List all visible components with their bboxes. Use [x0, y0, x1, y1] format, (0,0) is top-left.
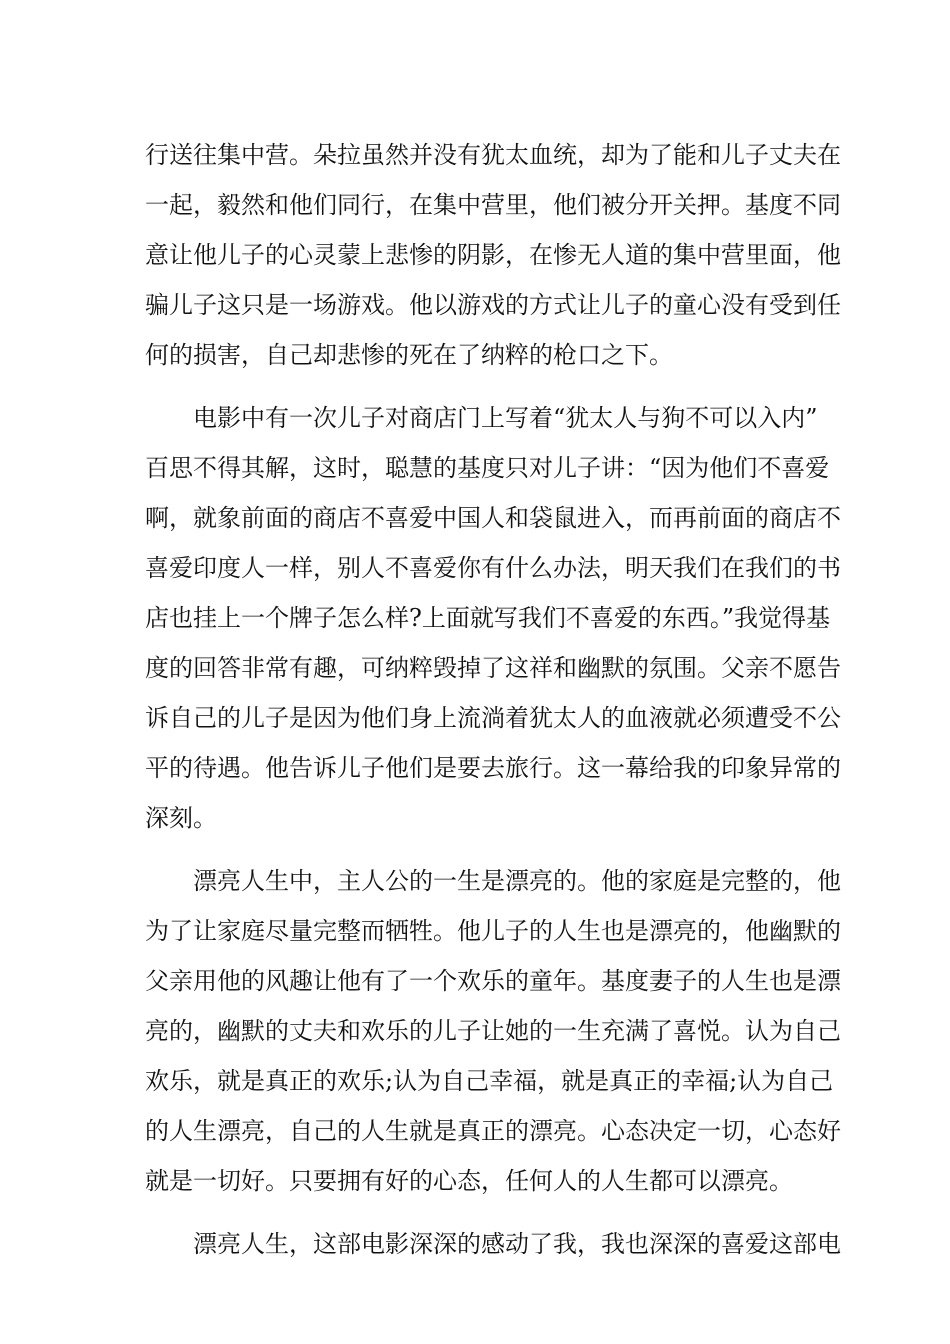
- text-line: 一起，毅然和他们同行，在集中营里，他们被分开关押。基度不同: [145, 191, 841, 219]
- paragraph-4: [145, 1219, 841, 1269]
- paragraph-2: [145, 393, 841, 843]
- text-line: 诉自己的儿子是因为他们身上流淌着犹太人的血液就必须遭受不公: [145, 704, 841, 732]
- paragraph-3: [145, 856, 841, 1206]
- text-body: [145, 130, 841, 1269]
- text-line: 店也挂上一个牌子怎么样?上面就写我们不喜爱的东西。”我觉得基: [145, 604, 831, 632]
- text-line: 何的损害，自己却悲惨的死在了纳粹的枪口之下。: [145, 341, 673, 369]
- text-line: 行送往集中营。朵拉虽然并没有犹太血统，却为了能和儿子丈夫在: [145, 141, 841, 169]
- text-line: 电影中有一次儿子对商店门上写着“犹太人与狗不可以入内”: [193, 404, 818, 432]
- text-line: 意让他儿子的心灵蒙上悲惨的阴影，在惨无人道的集中营里面，他: [145, 241, 841, 269]
- text-line: 欢乐，就是真正的欢乐;认为自己幸福，就是真正的幸福;认为自己: [145, 1067, 834, 1095]
- text-line: 骗儿子这只是一场游戏。他以游戏的方式让儿子的童心没有受到任: [145, 291, 841, 319]
- text-line: 漂亮人生，这部电影深深的感动了我，我也深深的喜爱这部电: [193, 1230, 841, 1258]
- text-line: 喜爱印度人一样，别人不喜爱你有什么办法，明天我们在我们的书: [145, 554, 841, 582]
- text-line: 的人生漂亮，自己的人生就是真正的漂亮。心态决定一切，心态好: [145, 1117, 841, 1145]
- text-line: 平的待遇。他告诉儿子他们是要去旅行。这一幕给我的印象异常的: [145, 754, 841, 782]
- text-line: 为了让家庭尽量完整而牺牲。他儿子的人生也是漂亮的，他幽默的: [145, 917, 841, 945]
- text-line: 深刻。: [145, 804, 217, 832]
- text-line: 就是一切好。只要拥有好的心态，任何人的人生都可以漂亮。: [145, 1167, 793, 1195]
- text-line: 啊，就象前面的商店不喜爱中国人和袋鼠进入，而再前面的商店不: [145, 504, 841, 532]
- paragraph-1: [145, 130, 841, 380]
- text-line: 亮的，幽默的丈夫和欢乐的儿子让她的一生充满了喜悦。认为自己: [145, 1017, 841, 1045]
- text-line: 漂亮人生中，主人公的一生是漂亮的。他的家庭是完整的，他: [193, 867, 841, 895]
- text-line: 百思不得其解，这时，聪慧的基度只对儿子讲：“因为他们不喜爱: [145, 454, 830, 482]
- text-line: 度的回答非常有趣，可纳粹毁掉了这祥和幽默的氛围。父亲不愿告: [145, 654, 841, 682]
- text-line: 父亲用他的风趣让他有了一个欢乐的童年。基度妻子的人生也是漂: [145, 967, 841, 995]
